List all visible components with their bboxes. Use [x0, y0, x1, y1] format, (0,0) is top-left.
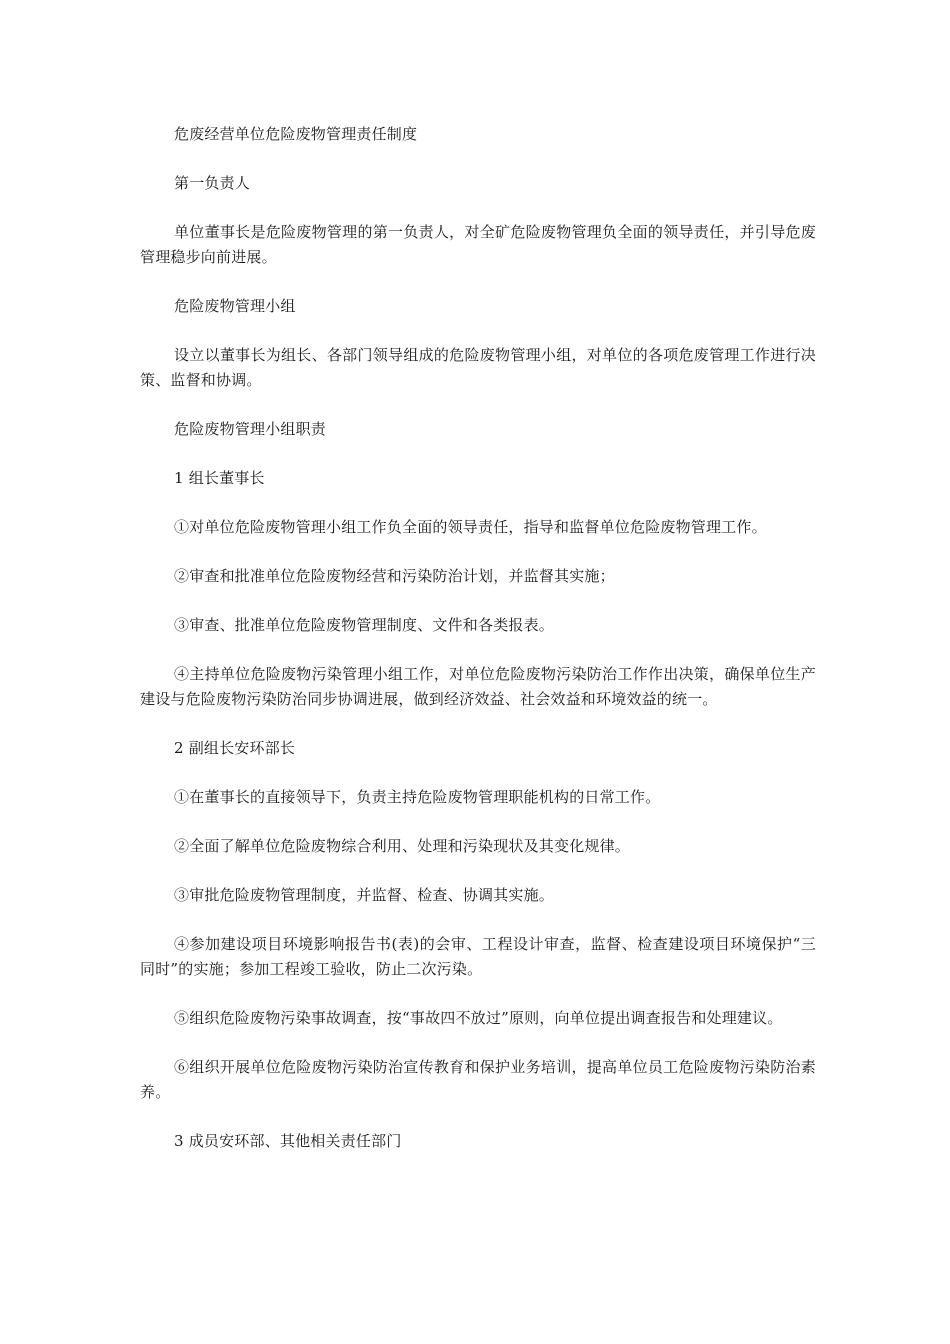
list-item: ③审查、批准单位危险废物管理制度、文件和各类报表。: [174, 616, 555, 634]
list-item: ⑥组织开展单位危险废物污染防治宣传教育和保护业务培训，提高单位员工危险废物污染防治素养。: [140, 1058, 816, 1101]
list-item: ⑤组织危险废物污染事故调查，按“事故四不放过”原则，向单位提出调查报告和处理建议。: [174, 1009, 783, 1027]
list-item: ①对单位危险废物管理小组工作负全面的领导责任，指导和监督单位危险废物管理工作。: [174, 518, 767, 536]
subsection-heading: 2 副组长安环部长: [174, 739, 296, 757]
list-item: ④主持单位危险废物污染管理小组工作，对单位危险废物污染防治工作作出决策，确保单位生产建设与危险废物污染防治同步协调进展，做到经济效益、社会效益和环境效益的统一。: [140, 665, 816, 708]
document-page: [140, 122, 816, 1178]
section-heading: 危险废物管理小组: [174, 297, 296, 315]
document-title: 危废经营单位危险废物管理责任制度: [174, 125, 418, 143]
subsection-heading: 1 组长董事长: [174, 469, 265, 487]
list-item: ②审查和批准单位危险废物经营和污染防治计划，并监督其实施；: [174, 567, 615, 585]
list-item: ①在董事长的直接领导下，负责主持危险废物管理职能机构的日常工作。: [174, 788, 661, 806]
paragraph: 设立以董事长为组长、各部门领导组成的危险废物管理小组，对单位的各项危废管理工作进行决策、监督和协调。: [140, 346, 816, 389]
section-heading: 危险废物管理小组职责: [174, 420, 327, 438]
paragraph: 单位董事长是危险废物管理的第一负责人，对全矿危险废物管理负全面的领导责任，并引导危废管理稳步向前进展。: [140, 223, 816, 266]
section-heading: 第一负责人: [174, 174, 251, 192]
list-item: ④参加建设项目环境影响报告书(表)的会审、工程设计审查，监督、检查建设项目环境保护“三同时”的实施；参加工程竣工验收，防止二次污染。: [140, 935, 816, 978]
subsection-heading: 3 成员安环部、其他相关责任部门: [174, 1132, 402, 1150]
list-item: ③审批危险废物管理制度，并监督、检查、协调其实施。: [174, 886, 555, 904]
list-item: ②全面了解单位危险废物综合利用、处理和污染现状及其变化规律。: [174, 837, 631, 855]
